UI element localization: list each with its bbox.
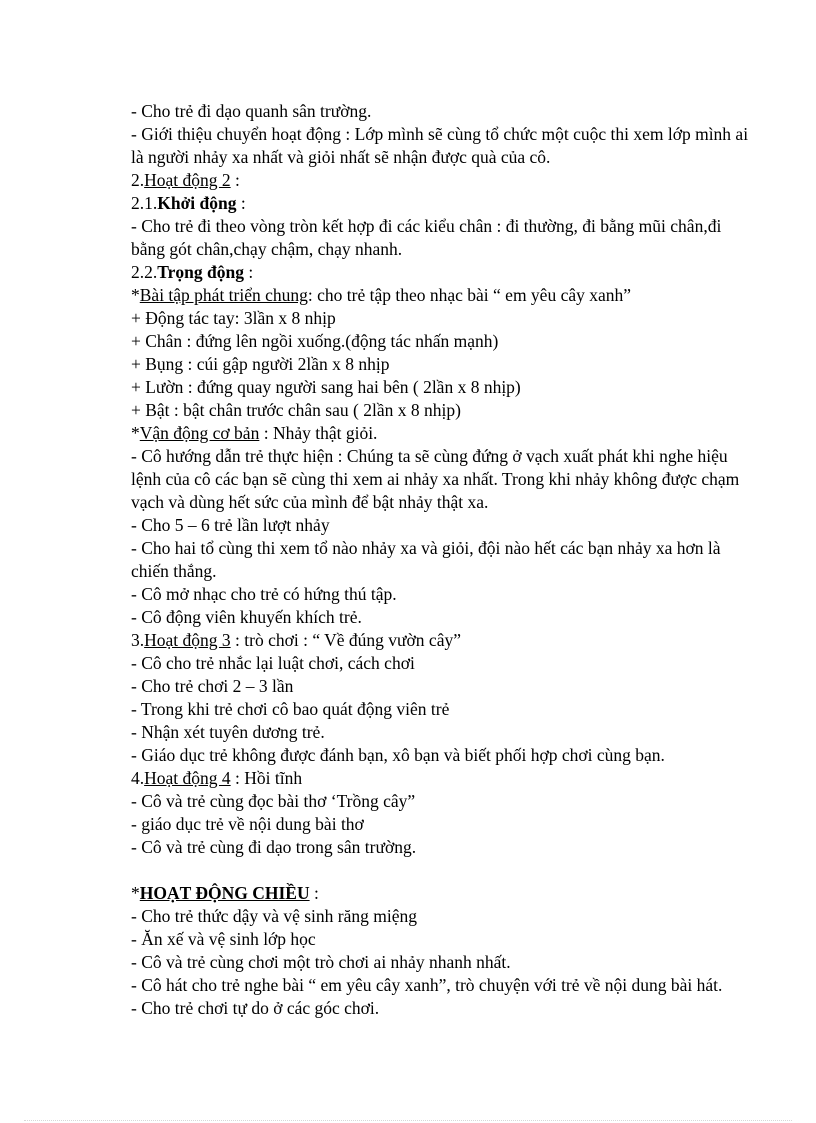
text-paragraph: - Giới thiệu chuyển hoạt động : Lớp mình sẽ cùng tổ chức một cuộc thi xem lớp mình ai là người nhảy xa nhất và giỏi nhất sẽ nhận được quà của cô. [131,124,749,167]
heading-marker: * [131,285,140,305]
exercise-heading [131,284,751,307]
text-line: + Chân : đứng lên ngồi xuống.(động tác nhấn mạnh) [131,331,499,351]
section-heading [131,767,751,790]
text-line: - Giáo dục trẻ không được đánh bạn, xô bạn và biết phối hợp chơi cùng bạn. [131,745,665,765]
heading-suffix: : [236,193,246,213]
heading-suffix: : [309,883,319,903]
subsection-heading [131,261,751,284]
text-line: + Bật : bật chân trước chân sau ( 2lần x 8 nhịp) [131,400,461,420]
text-line: - Cô và trẻ cùng đi dạo trong sân trường. [131,837,417,857]
heading-title: Hoạt động 4 [144,768,231,788]
text-line: - Cô và trẻ cùng đọc bài thơ ‘Trồng cây” [131,791,416,811]
heading-title: Hoạt động 2 [144,170,231,190]
heading-marker: * [131,883,140,903]
text-line: - Ăn xế và vệ sinh lớp học [131,929,316,949]
heading-number: 2.2. [131,262,158,282]
section-heading [131,882,751,905]
text-line: + Lườn : đứng quay người sang hai bên ( 2lần x 8 nhịp) [131,377,521,397]
heading-suffix: : trò chơi : “ Về đúng vườn cây” [230,630,461,650]
heading-title: Vận động cơ bản [139,423,260,443]
heading-number: 3. [131,630,145,650]
section-heading [131,169,751,192]
text-paragraph: - Cô hướng dẫn trẻ thực hiện : Chúng ta sẽ cùng đứng ở vạch xuất phát khi nghe hiệu lệnh của cô các bạn sẽ cùng thi xem ai nhảy xa nhất. Trong khi nhảy không được chạm vạch và dùng hết sức của mình để bật nhảy thật xa. [131,446,740,512]
heading-suffix: : cho trẻ tập theo nhạc bài “ em yêu cây xanh” [307,285,632,305]
subsection-heading [131,192,751,215]
heading-suffix: : Nhảy thật giỏi. [259,423,378,443]
text-line: - Trong khi trẻ chơi cô bao quát động viên trẻ [131,699,450,719]
text-paragraph: - Cho hai tổ cùng thi xem tổ nào nhảy xa và giỏi, đội nào hết các bạn nhảy xa hơn là chiến thắng. [131,538,721,581]
heading-title: Khởi động [157,193,237,213]
text-line: - giáo dục trẻ về nội dung bài thơ [131,814,364,834]
heading-suffix: : [243,262,254,282]
text-paragraph: - Cho trẻ đi theo vòng tròn kết hợp đi các kiểu chân : đi thường, đi bằng mũi chân,đi bằng gót chân,chạy chậm, chạy nhanh. [131,216,722,259]
heading-number: 2. [131,170,145,190]
heading-marker: * [131,423,140,443]
heading-title: Hoạt động 3 [144,630,231,650]
page-bottom-rule [24,1120,792,1121]
blank-line [131,859,751,882]
exercise-heading [131,422,751,445]
heading-title: HOẠT ĐỘNG CHIỀU [139,883,310,903]
text-line: - Cho trẻ chơi tự do ở các góc chơi. [131,998,380,1018]
text-line: - Cô và trẻ cùng chơi một trò chơi ai nhảy nhanh nhất. [131,952,511,972]
heading-suffix: : Hồi tĩnh [230,768,303,788]
text-line: - Cô cho trẻ nhắc lại luật chơi, cách chơi [131,653,415,673]
text-line: + Động tác tay: 3lần x 8 nhịp [131,308,336,328]
document-body [131,100,751,1020]
heading-number: 2.1. [131,193,158,213]
text-line: - Cho trẻ thức dậy và vệ sinh răng miệng [131,906,418,926]
text-line: + Bụng : cúi gập người 2lần x 8 nhịp [131,354,390,374]
section-heading [131,629,751,652]
text-line: - Cô mở nhạc cho trẻ có hứng thú tập. [131,584,397,604]
heading-title: Bài tập phát triển chung [139,285,308,305]
text-line: - Cô động viên khuyến khích trẻ. [131,607,362,627]
text-line: - Cho trẻ chơi 2 – 3 lần [131,676,294,696]
text-paragraph: - Cô hát cho trẻ nghe bài “ em yêu cây xanh”, trò chuyện với trẻ về nội dung bài hát. [131,975,723,995]
heading-title: Trọng động [157,262,244,282]
text-line: - Cho 5 – 6 trẻ lần lượt nhảy [131,515,330,535]
text-line: - Nhận xét tuyên dương trẻ. [131,722,325,742]
text-line: - Cho trẻ đi dạo quanh sân trường. [131,101,372,121]
heading-suffix: : [230,170,240,190]
heading-number: 4. [131,768,145,788]
